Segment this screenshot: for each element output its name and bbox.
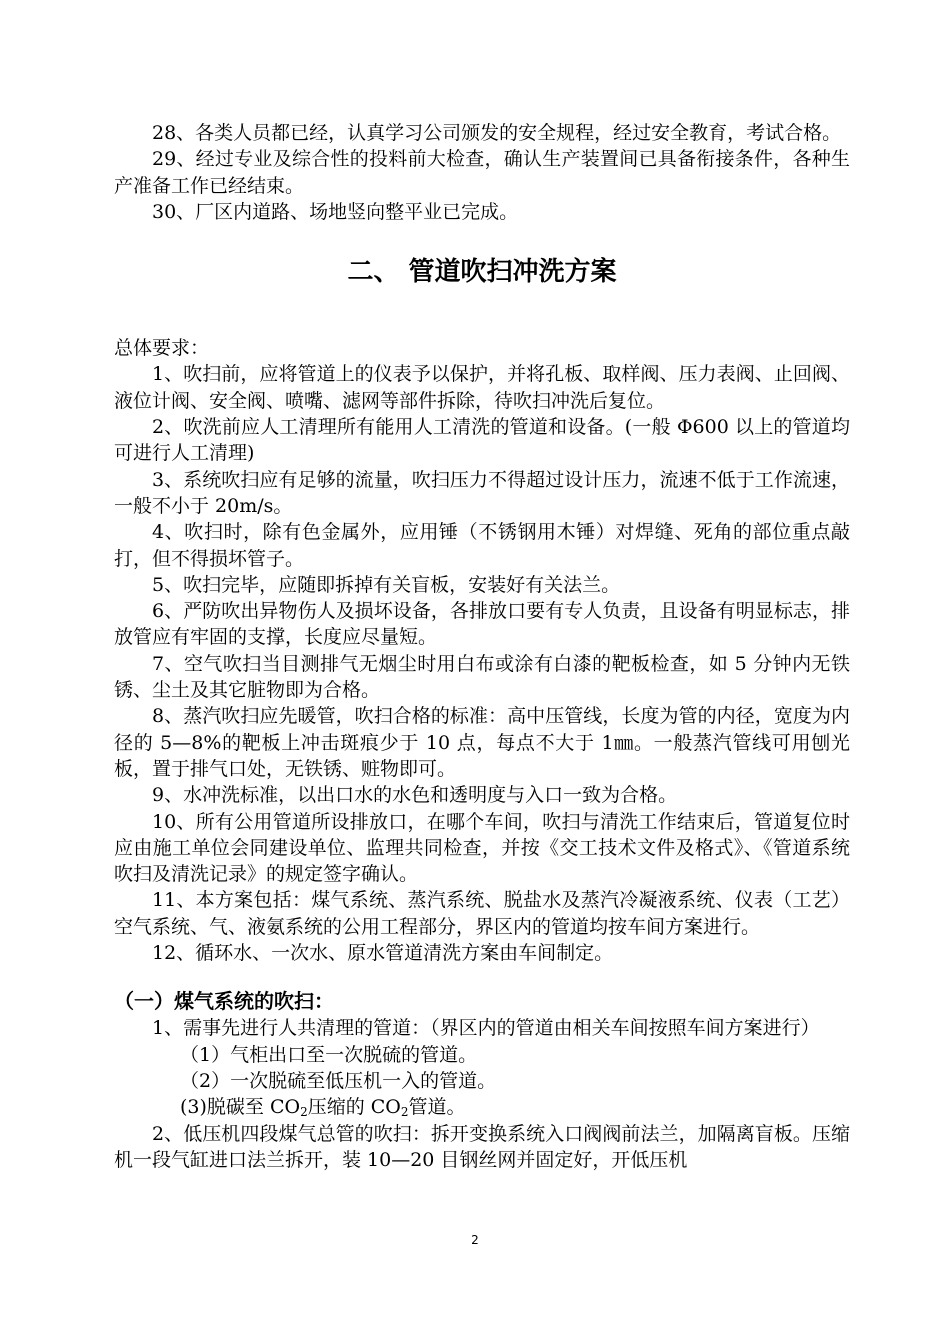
list-item: 30、厂区内道路、场地竖向整平业已完成。 [152, 200, 519, 223]
list-item: 2、吹洗前应人工清理所有能用人工清洗的管道和设备。(一般 Φ600 以上的管道均可进行人工清理) [114, 416, 850, 465]
list-item: 4、吹扫时，除有色金属外，应用锤（不锈钢用木锤）对焊缝、死角的部位重点敲打，但不得损坏管子。 [114, 521, 850, 570]
list-item: 1、吹扫前，应将管道上的仪表予以保护，并将孔板、取样阀、压力表阀、止回阀、液位计阀、安全阀、喷嘴、滤网等部件拆除，待吹扫冲洗后复位。 [114, 363, 850, 412]
list-item: 11、本方案包括：煤气系统、蒸汽系统、脱盐水及蒸汽冷凝液系统、仪表（工艺）空气系统、气、液氨系统的公用工程部分，界区内的管道均按车间方案进行。 [114, 889, 850, 938]
list-item: 10、所有公用管道所设排放口，在哪个车间，吹扫与清洗工作结束后，管道复位时应由施工单位会同建设单位、监理共同检查，并按《交工技术文件及格式》、《管道系统吹扫及清洗记录》的规定签字确认。 [114, 810, 850, 886]
general-requirements-label: 总体要求： [114, 337, 210, 360]
list-item: 28、各类人员都已经，认真学习公司颁发的安全规程，经过安全教育，考试合格。 [152, 122, 842, 144]
list-item: 8、蒸汽吹扫应先暖管，吹扫合格的标准：高中压管线，长度为管的内径，宽度为内径的 5—8%的靶板上冲击斑痕少于 10 点，每点不大于 1㎜。一般蒸汽管线可用刨光板，置于排气口处，无铁锈、赃物即可。 [114, 705, 850, 780]
subscript: 2 [300, 1105, 308, 1120]
sub-list-item: （1）气柜出口至一次脱硫的管道。 [180, 1043, 478, 1066]
list-item: 29、经过专业及综合性的投料前大检查，确认生产装置间已具备衔接条件，各种生产准备工作已经结束。 [114, 148, 850, 197]
sub-list-text: 管道。 [408, 1096, 466, 1119]
subsection-title: （一）煤气系统的吹扫： [114, 989, 334, 1014]
list-item: 1、需事先进行人共清理的管道：（界区内的管道由相关车间按照车间方案进行） [152, 1017, 820, 1040]
page-number: 2 [471, 1233, 479, 1247]
sub-list-text: 压缩的 CO [307, 1096, 401, 1119]
sub-list-text: (3)脱碳至 CO [180, 1096, 301, 1119]
list-item: 9、水冲洗标准，以出口水的水色和透明度与入口一致为合格。 [152, 784, 678, 807]
list-item: 3、系统吹扫应有足够的流量，吹扫压力不得超过设计压力，流速不低于工作流速，一般不小于 20m/s。 [114, 468, 850, 517]
subscript: 2 [400, 1105, 409, 1120]
list-item: 12、循环水、一次水、原水管道清洗方案由车间制定。 [152, 942, 614, 965]
list-item: 6、严防吹出异物伤人及损坏设备，各排放口要有专人负责，且设备有明显标志，排放管应有牢固的支撑，长度应尽量短。 [114, 600, 850, 649]
section-title: 二、 管道吹扫冲洗方案 [347, 257, 617, 288]
list-item: 5、吹扫完毕，应随即拆掉有关盲板，安装好有关法兰。 [152, 573, 621, 596]
page-content [114, 120, 850, 1173]
list-item: 7、空气吹扫当目测排气无烟尘时用白布或涂有白漆的靶板检查，如 5 分钟内无铁锈、尘土及其它脏物即为合格。 [114, 652, 850, 702]
sub-list-item: （2）一次脱硫至低压机一入的管道。 [180, 1069, 497, 1092]
list-item: 2、低压机四段煤气总管的吹扫：拆开变换系统入口阀阀前法兰，加隔离盲板。压缩机一段气缸进口法兰拆开，装 10—20 目钢丝网并固定好，开低压机 [114, 1122, 850, 1171]
sub-list-item [114, 1094, 850, 1120]
